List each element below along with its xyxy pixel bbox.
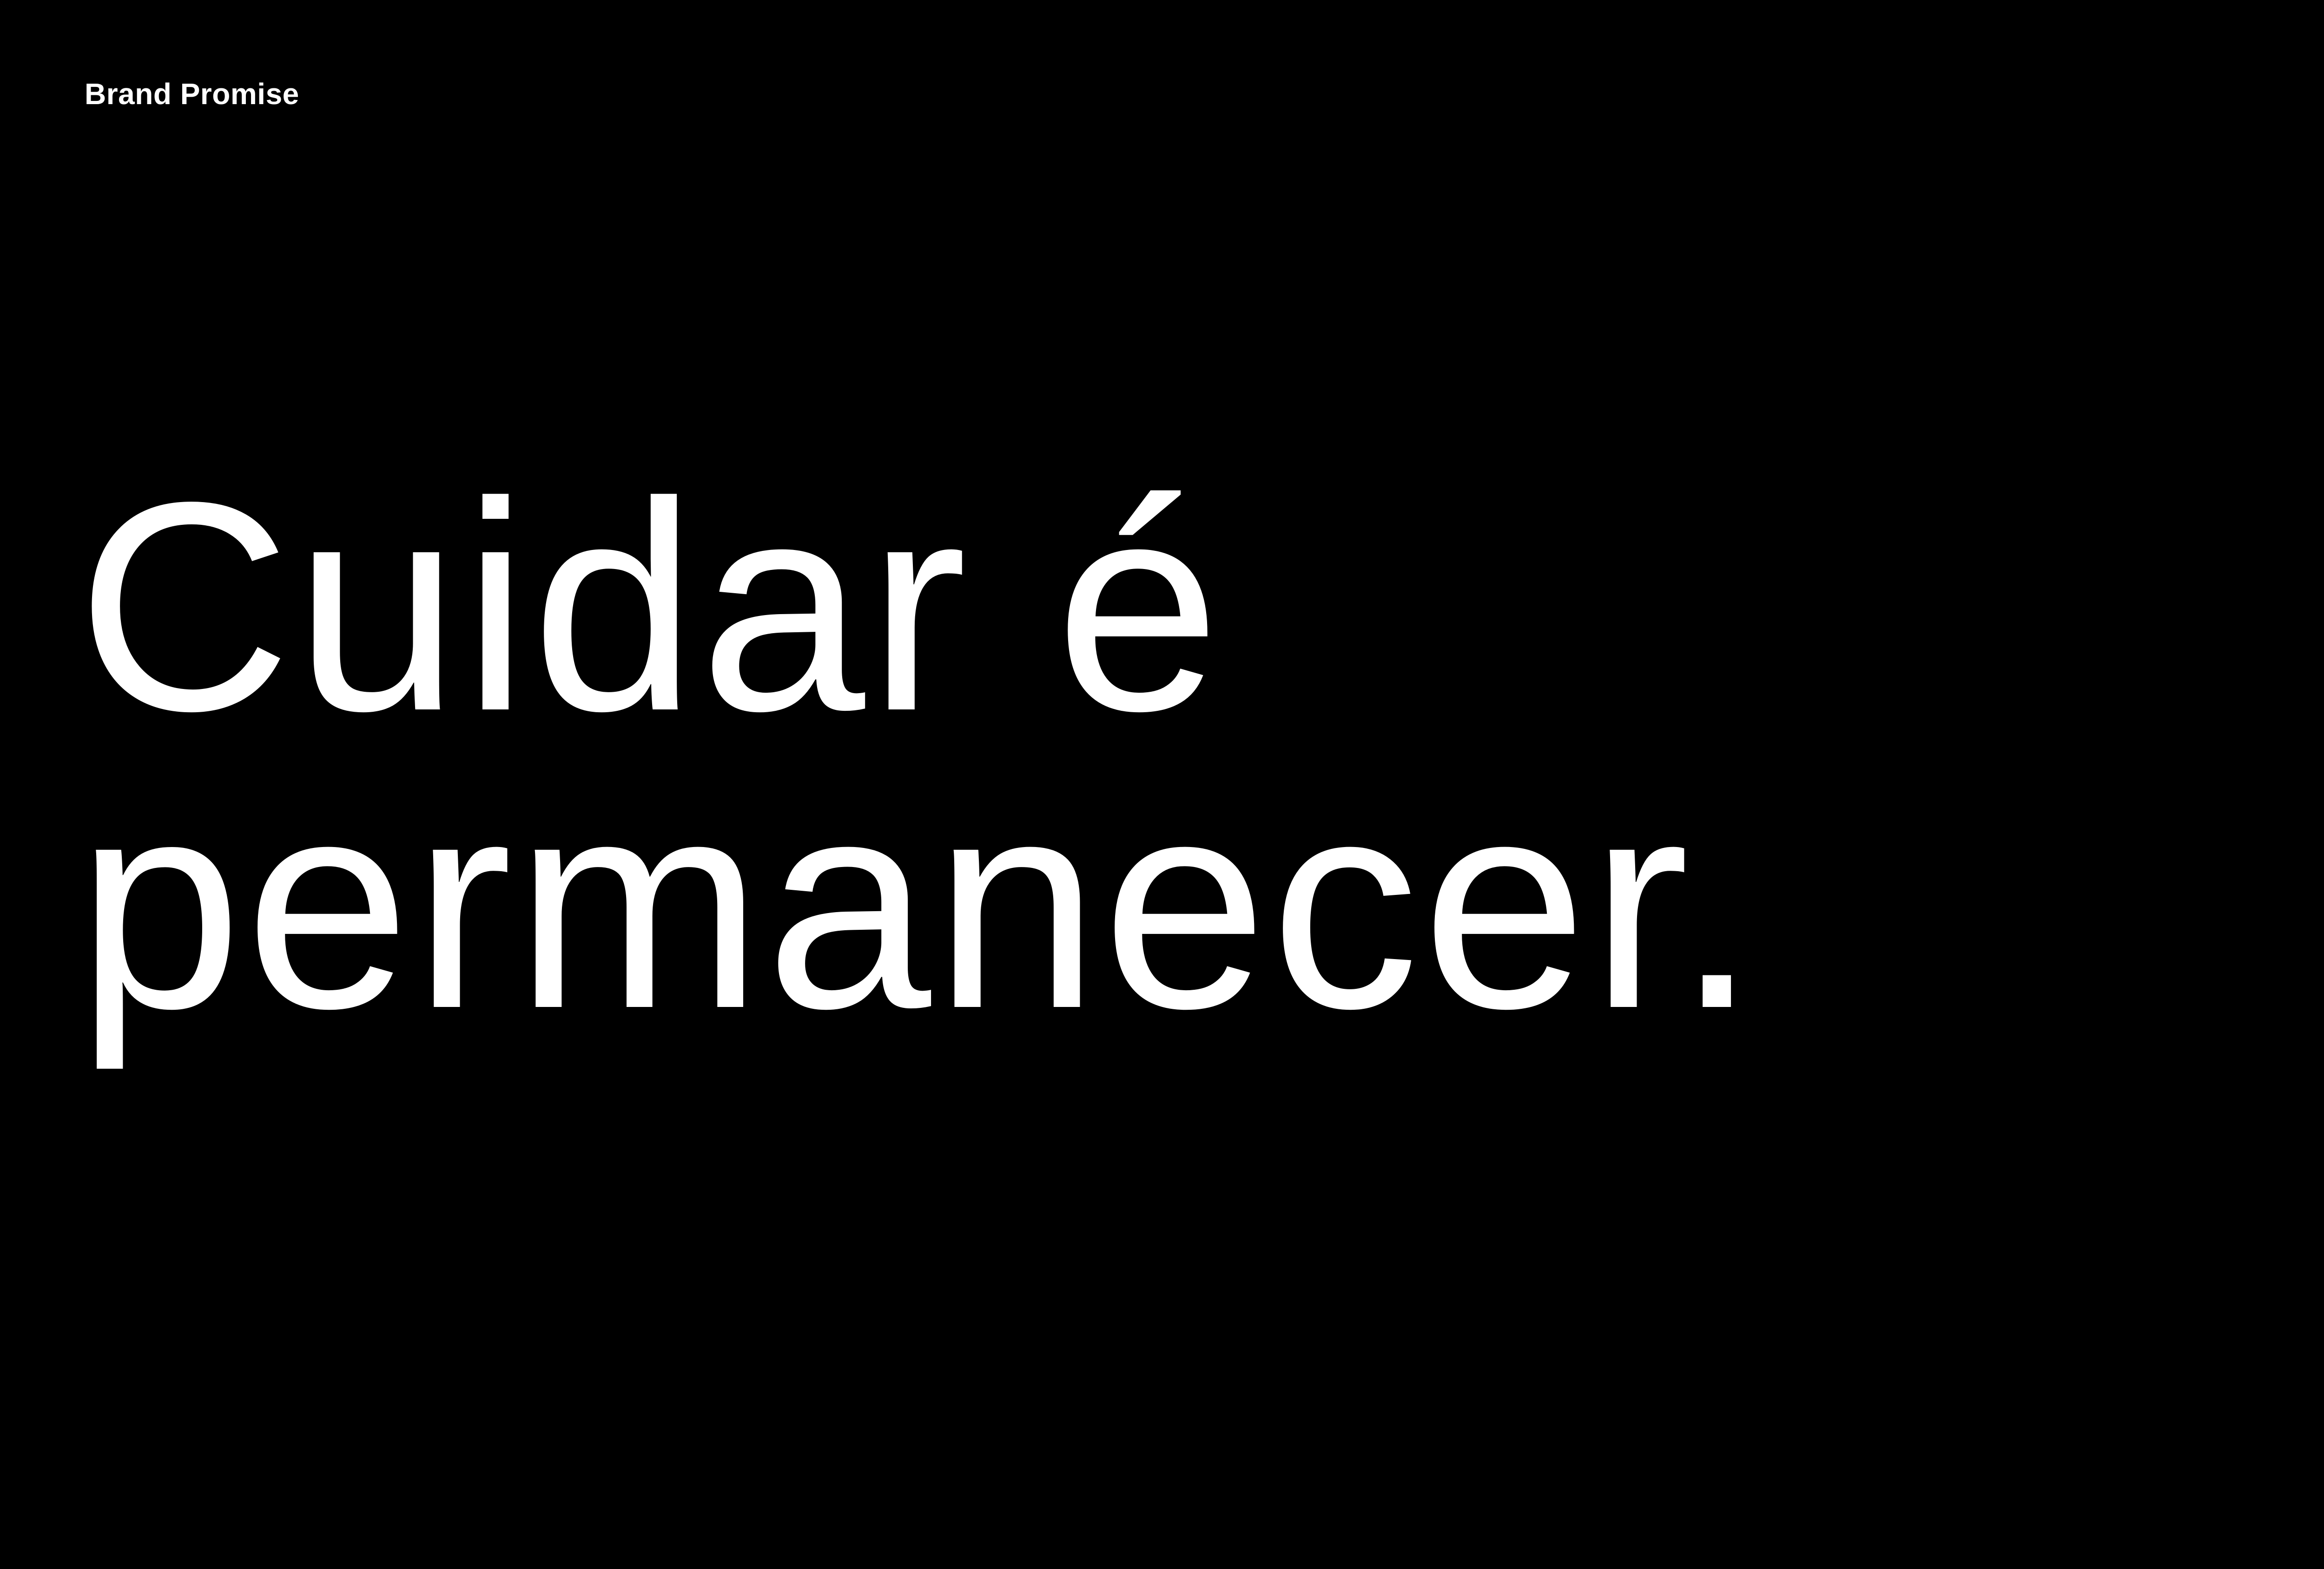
section-label: Brand Promise [85, 77, 299, 111]
headline-line-2: permanecer. [77, 738, 1761, 1070]
headline-line-1: Cuidar é [77, 440, 1224, 773]
headline [77, 440, 2324, 1070]
